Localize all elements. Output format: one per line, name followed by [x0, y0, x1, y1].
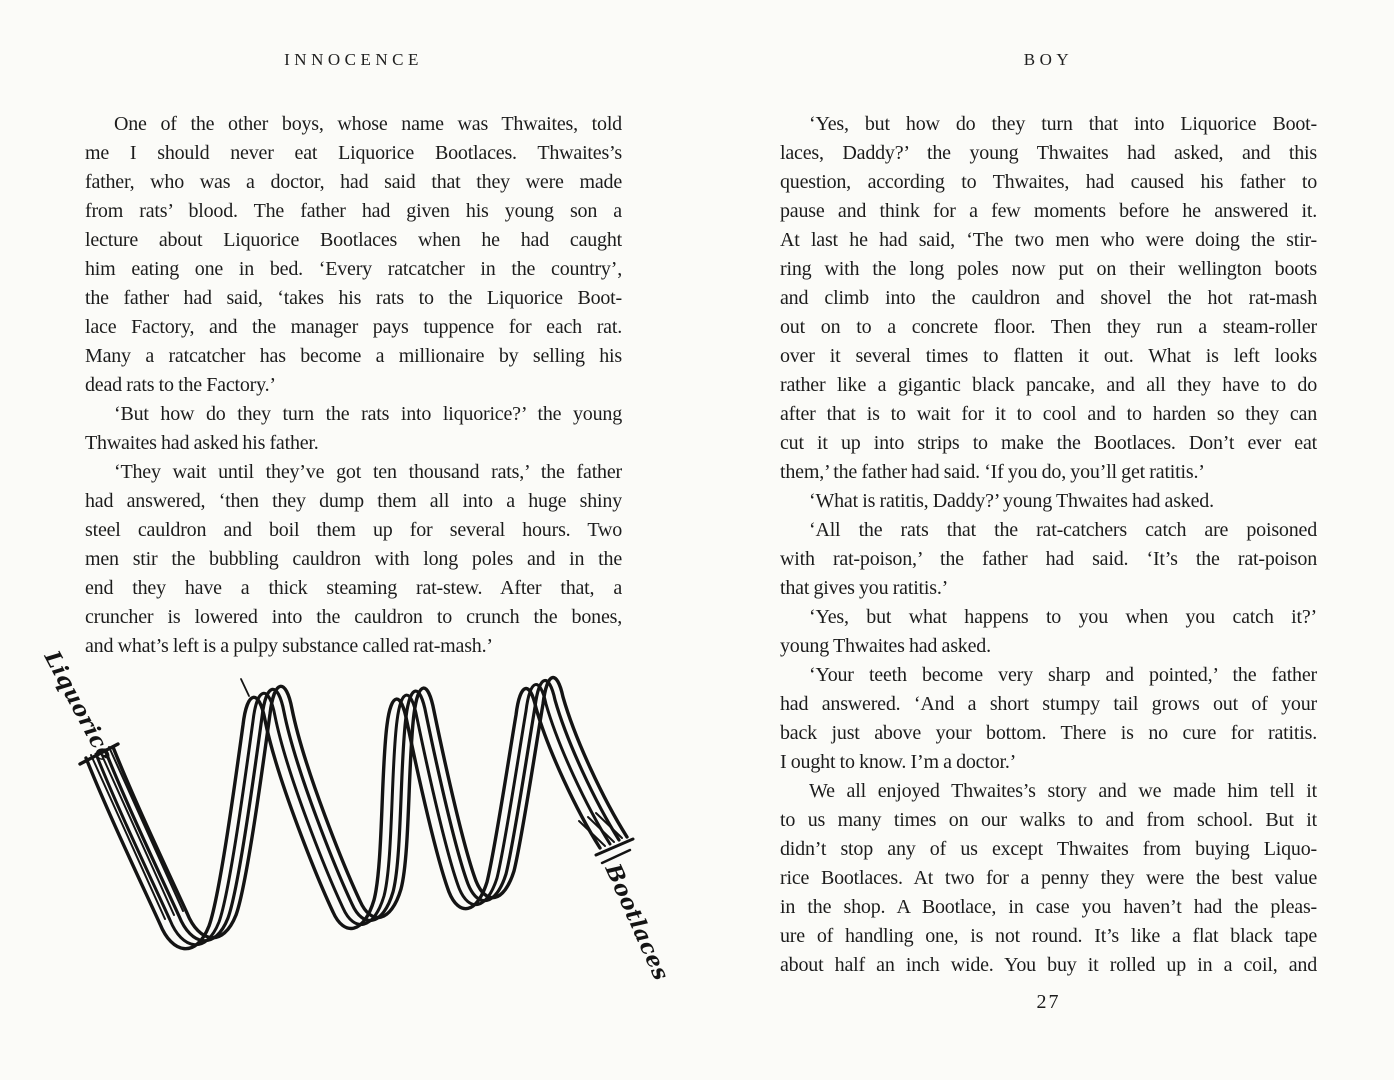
text-line: laces, Daddy?’ the young Thwaites had asked, and this	[780, 142, 1317, 164]
text-line: Thwaites had asked his father.	[85, 432, 319, 454]
text-line: Many a ratcatcher has become a millionaire by selling his	[85, 345, 622, 367]
paragraph	[780, 110, 1317, 487]
text-line: with rat-poison,’ the father had said. ‘It’s the rat-poison	[780, 548, 1317, 570]
text-line: I ought to know. I’m a doctor.’	[780, 751, 1017, 773]
paragraph	[780, 516, 1317, 603]
bootlace-ribbon	[80, 678, 633, 949]
text-line: ‘But how do they turn the rats into liquorice?’ the young	[114, 403, 622, 425]
text-line: had answered, ‘then they dump them all into a huge shiny	[85, 490, 622, 512]
text-line: that gives you ratitis.’	[780, 577, 949, 599]
text-line: him eating one in bed. ‘Every ratcatcher in the country’,	[85, 258, 622, 280]
liquorice-bootlace-illustration	[30, 628, 690, 998]
text-line: ring with the long poles now put on their wellington boots	[780, 258, 1317, 280]
text-line: ure of handling one, is not round. It’s like a flat black tape	[780, 925, 1317, 947]
text-line: men stir the bubbling cauldron with long poles and in the	[85, 548, 622, 570]
text-line: steel cauldron and boil them up for several hours. Two	[85, 519, 622, 541]
text-line: young Thwaites had asked.	[780, 635, 991, 657]
text-line: dead rats to the Factory.’	[85, 374, 276, 396]
text-line: question, according to Thwaites, had caused his father to	[780, 171, 1317, 193]
paragraph	[85, 110, 622, 400]
text-line: rather like a gigantic black pancake, and all they have to do	[780, 374, 1317, 396]
text-line: pause and think for a few moments before he answered it.	[780, 200, 1317, 222]
text-line: ‘They wait until they’ve got ten thousand rats,’ the father	[114, 461, 622, 483]
text-line: them,’ the father had said. ‘If you do, you’ll get ratitis.’	[780, 461, 1205, 483]
text-line: ‘Yes, but how do they turn that into Liquorice Boot-	[809, 113, 1317, 135]
text-line: from rats’ blood. The father had given his young son a	[85, 200, 622, 222]
text-line: father, who was a doctor, had said that they were made	[85, 171, 622, 193]
text-line: had answered. ‘And a short stumpy tail grows out of your	[780, 693, 1317, 715]
bootlaces-handwriting: Bootlaces	[599, 859, 675, 985]
paragraph	[780, 777, 1317, 980]
page-number: 27	[1036, 991, 1061, 1013]
pen-flick	[241, 679, 249, 696]
text-line: after that is to wait for it to cool and to harden so they can	[780, 403, 1317, 425]
text-line: ‘Your teeth become very sharp and pointed,’ the father	[809, 664, 1317, 686]
running-header-left: INNOCENCE	[284, 50, 423, 69]
text-line: to us many times on our walks to and from school. But it	[780, 809, 1317, 831]
paragraph	[85, 400, 622, 458]
paragraph	[780, 487, 1317, 516]
paragraph	[780, 603, 1317, 661]
text-line: the father had said, ‘takes his rats to the Liquorice Boot-	[85, 287, 622, 309]
paragraph	[780, 661, 1317, 777]
text-line: ‘Yes, but what happens to you when you catch it?’	[809, 606, 1317, 628]
text-line: At last he had said, ‘The two men who were doing the stir-	[780, 229, 1317, 251]
text-line: and what’s left is a pulpy substance called rat-mash.’	[85, 635, 493, 657]
text-line: We all enjoyed Thwaites’s story and we made him tell it	[809, 780, 1317, 802]
text-line: me I should never eat Liquorice Bootlaces. Thwaites’s	[85, 142, 622, 164]
left-page-text	[85, 110, 622, 661]
running-header-right: BOY	[1023, 50, 1074, 69]
liquorice-handwriting: Liquorice	[38, 646, 119, 767]
text-line: in the shop. A Bootlace, in case you haven’t had the pleas-	[780, 896, 1317, 918]
text-line: back just above your bottom. There is no cure for ratitis.	[780, 722, 1317, 744]
text-line: lecture about Liquorice Bootlaces when he had caught	[85, 229, 622, 251]
text-line: ‘All the rats that the rat-catchers catch are poisoned	[809, 519, 1317, 541]
text-line: out on to a concrete floor. Then they run a steam-roller	[780, 316, 1317, 338]
text-line: about half an inch wide. You buy it rolled up in a coil, and	[780, 954, 1317, 976]
text-line: over it several times to flatten it out. What is left looks	[780, 345, 1317, 367]
text-line: and climb into the cauldron and shovel the hot rat-mash	[780, 287, 1317, 309]
text-line: cruncher is lowered into the cauldron to crunch the bones,	[85, 606, 622, 628]
text-line: cut it up into strips to make the Bootlaces. Don’t ever eat	[780, 432, 1317, 454]
right-page-text	[780, 110, 1317, 980]
text-line: didn’t stop any of us except Thwaites from buying Liquo-	[780, 838, 1317, 860]
text-line: One of the other boys, whose name was Thwaites, told	[114, 113, 622, 135]
text-line: ‘What is ratitis, Daddy?’ young Thwaites had asked.	[809, 490, 1214, 512]
text-line: end they have a thick steaming rat-stew. After that, a	[85, 577, 622, 599]
text-line: lace Factory, and the manager pays tuppence for each rat.	[85, 316, 622, 338]
text-line: rice Bootlaces. At two for a penny they were the best value	[780, 867, 1317, 889]
